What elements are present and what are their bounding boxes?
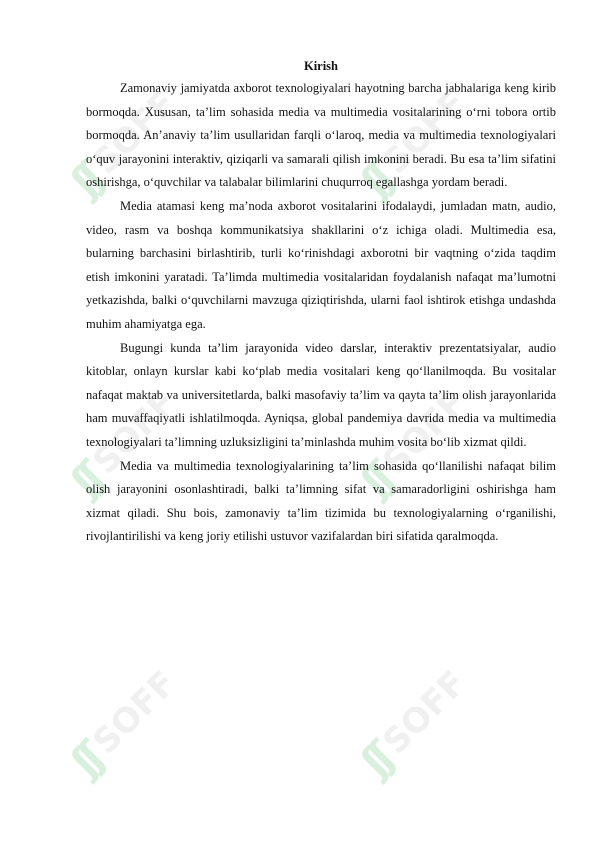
watermark-text: SOFF: [85, 663, 185, 763]
watermark-logo-icon: ʃʃ: [62, 737, 111, 785]
watermark-text: SOFF: [375, 83, 475, 183]
watermark-logo-icon: ʃʃ: [352, 457, 401, 505]
paragraph-2: Media atamasi keng ma’noda axborot vositalarini ifodalaydi, jumladan matn, audio, video, rasm va boshqa kommunikatsiya shakllarini o‘z ichiga oladi. Multimedia esa, bularning barchasini birlashtirib, turli ko‘rinishdagi axborotni bir vaqtning o‘zida taqdim etish imkonini yaratadi. Ta’limda multimedia vositalaridan foydalanish nafaqat ma’lumotni yetkazishda, balki o‘quvchilarni mavzuga qiziqtirishda, ularni faol ishtirok etishga undashda muhim ahamiyatga ega.: [86, 198, 556, 331]
watermark-logo-icon: ʃʃ: [62, 157, 111, 205]
watermark-text: SOFF: [375, 663, 475, 763]
document-page: [86, 58, 556, 549]
paragraph-4: Media va multimedia texnologiyalarining ta’lim sohasida qo‘llanilishi nafaqat bilim olish jarayonini osonlashtiradi, balki ta’limning sifat va samaradorligini oshirishga ham xizmat qiladi. Shu bois, zamonaviy ta’lim tizimida bu texnologiyalarning o‘rganilishi, rivojlantirilishi va keng joriy etilishi ustuvor vazifalardan biri sifatida qaralmoqda.: [86, 458, 556, 544]
watermark-text: SOFF: [375, 383, 475, 483]
watermark-logo-icon: ʃʃ: [352, 737, 401, 785]
watermark: [353, 661, 477, 785]
watermark-text: SOFF: [85, 383, 185, 483]
paragraph-1: Zamonaviy jamiyatda axborot texnologiyalari hayotning barcha jabhalariga keng kirib bormoqda. Xususan, ta’lim sohasida media va multimedia vositalarining o‘rni tobora ortib bormoqda. An’anaviy ta’lim usullaridan farqli o‘laroq, media va multimedia texnologiyalari o‘quv jarayonini interaktiv, qiziqarli va samarali qilish imkonini beradi. Bu esa ta’lim sifatini oshirishga, o‘quvchilar va talabalar bilimlarini chuqurroq egallashga yordam beradi.: [86, 81, 556, 190]
document-title: Kirish: [303, 59, 339, 73]
watermark: [63, 661, 187, 785]
watermark-logo-icon: ʃʃ: [352, 157, 401, 205]
watermark-text: SOFF: [85, 83, 185, 183]
paragraph-3: Bugungi kunda ta’lim jarayonida video darslar, interaktiv prezentatsiyalar, audio kitoblar, onlayn kurslar kabi ko‘plab media vositalari keng qo‘llanilmoqda. Bu vositalar nafaqat maktab va universitetlarda, balki masofaviy ta’lim va qayta ta’lim olish jarayonlarida ham muvaffaqiyatli ishlatilmoqda. Ayniqsa, global pandemiya davrida media va multimedia texnologiyalari ta’limning uzluksizligini ta’minlashda muhim vosita bo‘lib xizmat qildi.: [86, 340, 556, 449]
watermark-logo-icon: ʃʃ: [62, 457, 111, 505]
